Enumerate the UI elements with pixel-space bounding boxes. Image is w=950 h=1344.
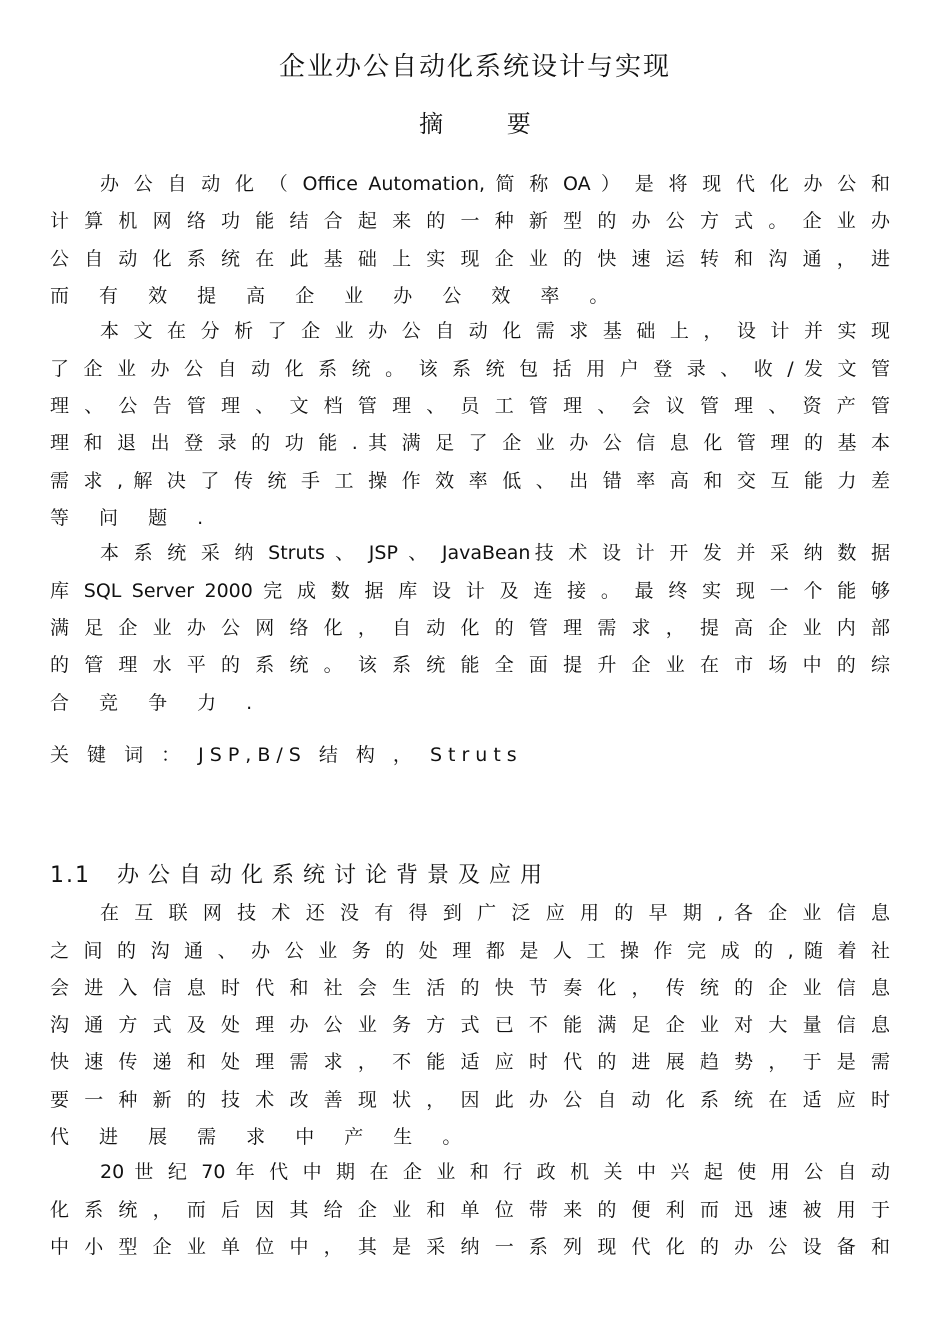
- section-line: 在 互 联 网 技 术 还 没 有 得 到 广 泛 应 用 的 早 期 , 各 企 业 信 息: [100, 902, 890, 924]
- section-line: 要 一 种 新 的 技 术 改 善 现 状 ， 因 此 办 公 自 动 化 系 统 在 适 应 时: [50, 1089, 890, 1111]
- section-title: 办公自动化系统讨论背景及应用: [117, 863, 552, 888]
- abstract-line: 计 算 机 网 络 功 能 结 合 起 来 的 一 种 新 型 的 办 公 方 式 。 企 业 办: [50, 210, 890, 232]
- abstract-line: 了 企 业 办 公 自 动 化 系 统 。 该 系 统 包 括 用 户 登 录 、 收 / 发 文 管: [50, 358, 890, 380]
- section-number: 1.1: [50, 863, 91, 888]
- section-line: 中 小 型 企 业 单 位 中 ， 其 是 采 纳 一 系 列 现 代 化 的 办 公 设 备 和: [50, 1236, 890, 1258]
- document-title: 企业办公自动化系统设计与实现: [278, 52, 671, 82]
- abstract-line: 的 管 理 水 平 的 系 统 。 该 系 统 能 全 面 提 升 企 业 在 市 场 中 的 综: [50, 654, 890, 676]
- abstract-heading: 摘 要: [419, 110, 559, 138]
- section-line: 化 系 统 ， 而 后 因 其 给 企 业 和 单 位 带 来 的 便 利 而 迅 速 被 用 于: [50, 1199, 890, 1221]
- abstract-line: 理 、 公 告 管 理 、 文 档 管 理 、 员 工 管 理 、 会 议 管 理 、 资 产 管: [50, 395, 890, 417]
- abstract-line: 本 系 统 采 纳 Struts 、 JSP 、 JavaBean技 术 设 计 开 发 并 采 纳 数 据: [100, 542, 890, 564]
- section-heading: [50, 860, 551, 892]
- section-line: 20 世 纪 70 年 代 中 期 在 企 业 和 行 政 机 关 中 兴 起 使 用 公 自 动: [100, 1161, 890, 1183]
- keywords: 关 键 词 ： JSP,B/S 结 构 ， Struts: [50, 744, 523, 766]
- section-line: 之 间 的 沟 通 、 办 公 业 务 的 处 理 都 是 人 工 操 作 完 成 的 , 随 着 社: [50, 940, 890, 962]
- abstract-line: 而 有 效 提 高 企 业 办 公 效 率 。: [50, 285, 621, 307]
- abstract-line: 等 问 题 .: [50, 507, 216, 529]
- section-line: 会 进 入 信 息 时 代 和 社 会 生 活 的 快 节 奏 化 ， 传 统 的 企 业 信 息: [50, 977, 890, 999]
- abstract-line: 满 足 企 业 办 公 网 络 化 ， 自 动 化 的 管 理 需 求 ， 提 高 企 业 内 部: [50, 617, 890, 639]
- abstract-line: 库 SQL Server 2000 完 成 数 据 库 设 计 及 连 接 。 最 终 实 现 一 个 能 够: [50, 580, 890, 602]
- abstract-line: 办 公 自 动 化 （ Office Automation, 简 称 OA ） 是 将 现 代 化 办 公 和: [100, 173, 890, 195]
- abstract-line: 本 文 在 分 析 了 企 业 办 公 自 动 化 需 求 基 础 上 ， 设 计 并 实 现: [100, 320, 890, 342]
- section-line: 沟 通 方 式 及 处 理 办 公 业 务 方 式 已 不 能 满 足 企 业 对 大 量 信 息: [50, 1014, 890, 1036]
- section-line: 代 进 展 需 求 中 产 生 。: [50, 1126, 474, 1148]
- abstract-line: 理 和 退 出 登 录 的 功 能 . 其 满 足 了 企 业 办 公 信 息 化 管 理 的 基 本: [50, 432, 890, 454]
- abstract-line: 合 竞 争 力 .: [50, 692, 265, 714]
- abstract-line: 公 自 动 化 系 统 在 此 基 础 上 实 现 企 业 的 快 速 运 转 和 沟 通 ， 进: [50, 248, 890, 270]
- abstract-line: 需 求 , 解 决 了 传 统 手 工 操 作 效 率 低 、 出 错 率 高 和 交 互 能 力 差: [50, 470, 890, 492]
- section-line: 快 速 传 递 和 处 理 需 求 ， 不 能 适 应 时 代 的 进 展 趋 势 ， 于 是 需: [50, 1051, 890, 1073]
